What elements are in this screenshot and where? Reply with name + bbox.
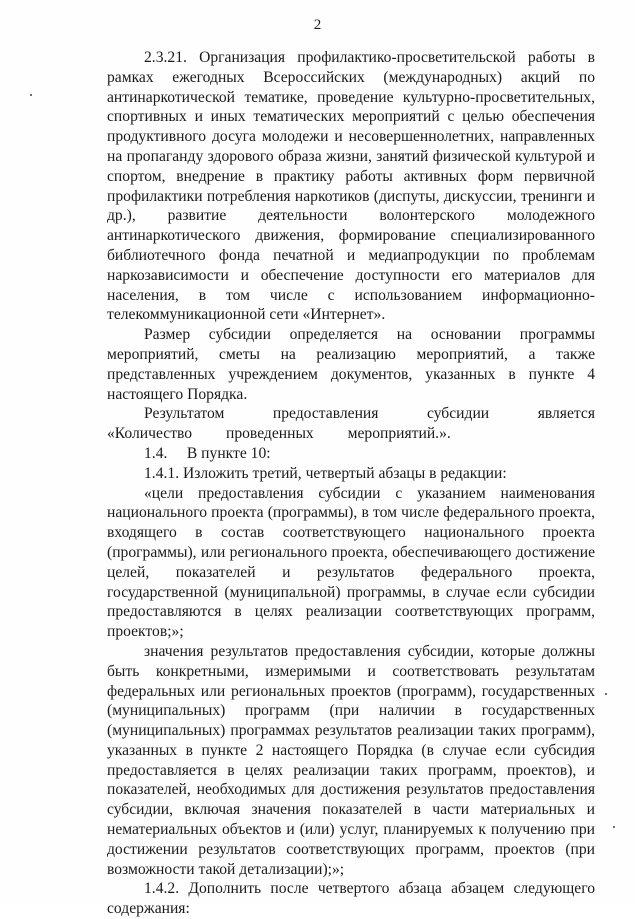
scan-speck — [605, 693, 607, 695]
paragraph-subsidy-result: Результатом предоставления субсидии является «Количество проведенных мероприятий.». — [107, 405, 595, 443]
paragraph-result-values: значения результатов предоставления субсидии, которые должны быть конкретными, измеримыми и соответствовать результатам федеральных или региональных проектов (программ), государственных (муниципальных) программ (при наличии в государственных (муниципальных) программах результатов реализации таких программ), указанных в пункте 2 настоящего Порядка (в случае если субсидия предоставляется в целях реализации таких программ, проектов), и показателей, необходимых для достижения результатов предоставления субсидии, включая значения показателей в части материальных и нематериальных объектов и (или) услуг, планируемых к получению при достижении результатов соответствующих программ, проектов (при возможности такой детализации);»; — [107, 642, 595, 878]
paragraph-1-4-2: 1.4.2. Дополнить после четвертого абзаца абзацем следующего содержания: — [107, 880, 595, 918]
paragraph-quote-goals: «цели предоставления субсидии с указанием наименования национального проекта (программы), в том числе федерального проекта, входящего в состав соответствующего национального проекта (программы), или регионального проекта, обеспечивающего достижение целей, показателей и результатов федерального проекта, государственной (муниципальной) программы, в случае если субсидии предоставляются в целях реализации соответствующих программ, проектов;»; — [107, 484, 595, 641]
page-number: 2 — [313, 17, 322, 33]
paragraph-2-3-21: 2.3.21. Организация профилактико-просветительской работы в рамках ежегодных Всероссийских (международных) акций по антинаркотической тематике, проведение культурно-просветительных, спортивных и иных тематических мероприятий с целью обеспечения продуктивного досуга молодежи и несовершеннолетних, направленных на пропаганду здорового образа жизни, занятий физической культурой и спортом, внедрение в практику работы активных форм первичной профилактики потребления наркотиков (диспуты, дискуссии, тренинги и др.), развитие деятельности волонтерского молодежного антинаркотического движения, формирование специализированного библиотечного фонда печатной и медиапродукции по проблемам наркозависимости и обеспечение доступности его материалов для населения, в том числе с использованием информационно-телекоммуникационной сети «Интернет». — [107, 49, 595, 324]
scan-speck — [30, 94, 32, 96]
scan-speck — [613, 826, 615, 828]
paragraph-1-4-1: 1.4.1. Изложить третий, четвертый абзацы в редакции: — [144, 464, 507, 482]
paragraph-1-4: 1.4. В пункте 10: — [144, 444, 271, 462]
paragraph-subsidy-size: Размер субсидии определяется на основании программы мероприятий, сметы на реализацию мероприятий, а также представленных учреждением документов, указанных в пункте 4 настоящего Порядка. — [107, 326, 595, 403]
document-body — [107, 48, 595, 919]
